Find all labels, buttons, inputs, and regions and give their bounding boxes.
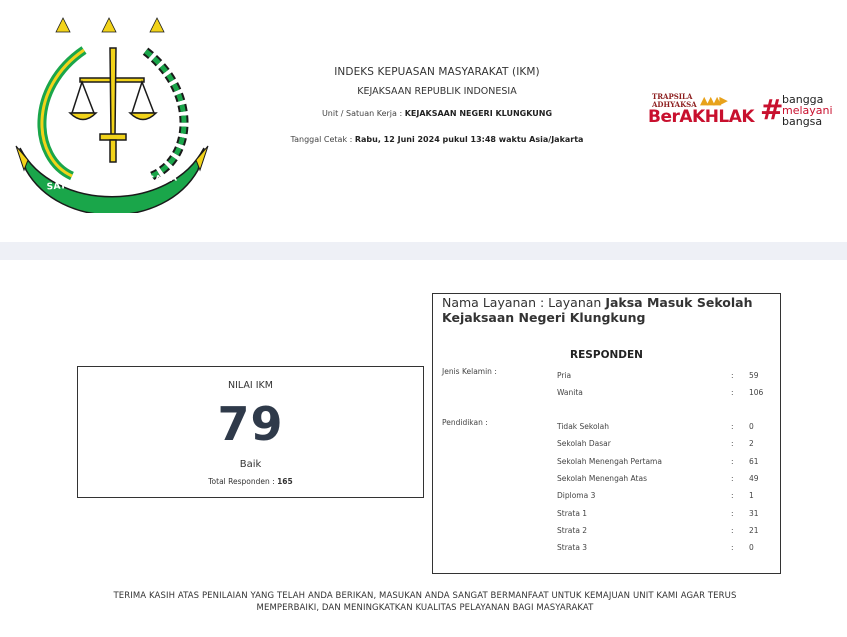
education-value: 21: [749, 525, 759, 535]
gender-row: [557, 388, 767, 400]
respondent-title: RESPONDEN: [570, 349, 643, 361]
education-value: 0: [749, 543, 754, 553]
section-divider: [0, 242, 847, 260]
service-value: Jaksa Masuk Sekolah Kejaksaan Negeri Klungkung: [442, 295, 753, 325]
chevron-icon: ▲▲▲▶: [700, 94, 726, 107]
education-label: Tidak Sekolah: [557, 422, 609, 431]
education-label: Sekolah Dasar: [557, 439, 611, 449]
sword-icon: [100, 48, 126, 162]
colon-separator: :: [731, 473, 734, 483]
service-label: Nama Layanan : Layanan: [442, 295, 606, 310]
education-row: [557, 543, 767, 555]
thank-you-line-1: TERIMA KASIH ATAS PENILAIAN YANG TELAH ANDA BERIKAN, MASUKAN ANDA SANGAT BERMANFAAT UNTUK KEMAJUAN UNIT KAMI AGAR TERUS: [113, 591, 737, 601]
colon-separator: :: [731, 422, 734, 431]
colon-separator: :: [731, 508, 734, 518]
thank-you-line-2: MEMPERBAIKI, DAN MENINGKATKAN KUALITAS PELAYANAN BAGI MASYARAKAT: [256, 603, 594, 613]
education-label: Sekolah Menengah Atas: [557, 473, 647, 483]
colon-separator: :: [731, 371, 734, 380]
berakhlak-brand-logo: [648, 93, 838, 129]
unit-label: Unit / Satuan Kerja :: [321, 109, 405, 118]
colon-separator: :: [731, 491, 734, 501]
print-date-value: Rabu, 12 Juni 2024 pukul 13:48 waktu Asia/Jakarta: [354, 135, 584, 144]
gender-label: Jenis Kelamin :: [442, 367, 497, 376]
education-label: Diploma 3: [557, 491, 596, 501]
education-value: 61: [749, 456, 759, 466]
ikm-label: NILAI IKM: [228, 380, 273, 391]
colon-separator: :: [731, 543, 734, 553]
print-date-label: Tanggal Cetak :: [290, 135, 355, 144]
gender-value: 106: [749, 388, 764, 397]
logo-motto: SATYA ADHI WICAKSANA: [46, 173, 178, 193]
education-label: Strata 3: [557, 543, 588, 553]
education-label: Sekolah Menengah Pertama: [557, 456, 662, 466]
education-label: Pendidikan :: [442, 418, 488, 427]
bangga-melayani-bangsa-text: bangga melayani bangsa: [782, 93, 833, 128]
education-label: Strata 1: [557, 508, 588, 518]
education-row: [557, 474, 767, 486]
education-value: 1: [749, 491, 754, 501]
gender-value: 59: [749, 371, 759, 380]
education-row: [557, 491, 767, 503]
trapsila-adhyaksa-text: TRAPSILA ADHYAKSA: [652, 92, 697, 109]
colon-separator: :: [731, 388, 734, 397]
organization-name: KEJAKSAAN REPUBLIK INDONESIA: [357, 86, 517, 97]
hashtag-icon: #: [760, 93, 784, 126]
colon-separator: :: [731, 525, 734, 535]
education-row: [557, 509, 767, 521]
education-row: [557, 422, 767, 434]
thank-you-message: [40, 590, 810, 614]
gender-label: Pria: [557, 371, 572, 380]
gender-label: Wanita: [557, 388, 583, 397]
education-value: 49: [749, 473, 759, 483]
ikm-category: Baik: [239, 459, 262, 470]
service-name: [442, 295, 772, 325]
education-value: 31: [749, 508, 759, 518]
ikm-value: 79: [217, 397, 284, 451]
star-icons: [56, 18, 164, 32]
respondent-card: [432, 293, 781, 574]
education-label: Strata 2: [557, 525, 588, 535]
unit-line: [262, 109, 612, 118]
unit-value: KEJAKSAAN NEGERI KLUNGKUNG: [404, 109, 553, 118]
colon-separator: :: [731, 456, 734, 466]
gender-row: [557, 371, 767, 383]
education-value: 0: [749, 422, 754, 431]
ikm-score-card: [77, 366, 424, 498]
education-row: [557, 439, 767, 451]
berakhlak-text: BerAKHLAK: [648, 107, 755, 127]
education-row: [557, 526, 767, 538]
print-date-line: [262, 135, 612, 144]
education-row: [557, 457, 767, 469]
education-value: 2: [749, 439, 754, 449]
total-respondents: Total Responden : 165: [208, 477, 293, 486]
colon-separator: :: [731, 439, 734, 449]
page-title: INDEKS KEPUASAN MASYARAKAT (IKM): [334, 66, 540, 78]
